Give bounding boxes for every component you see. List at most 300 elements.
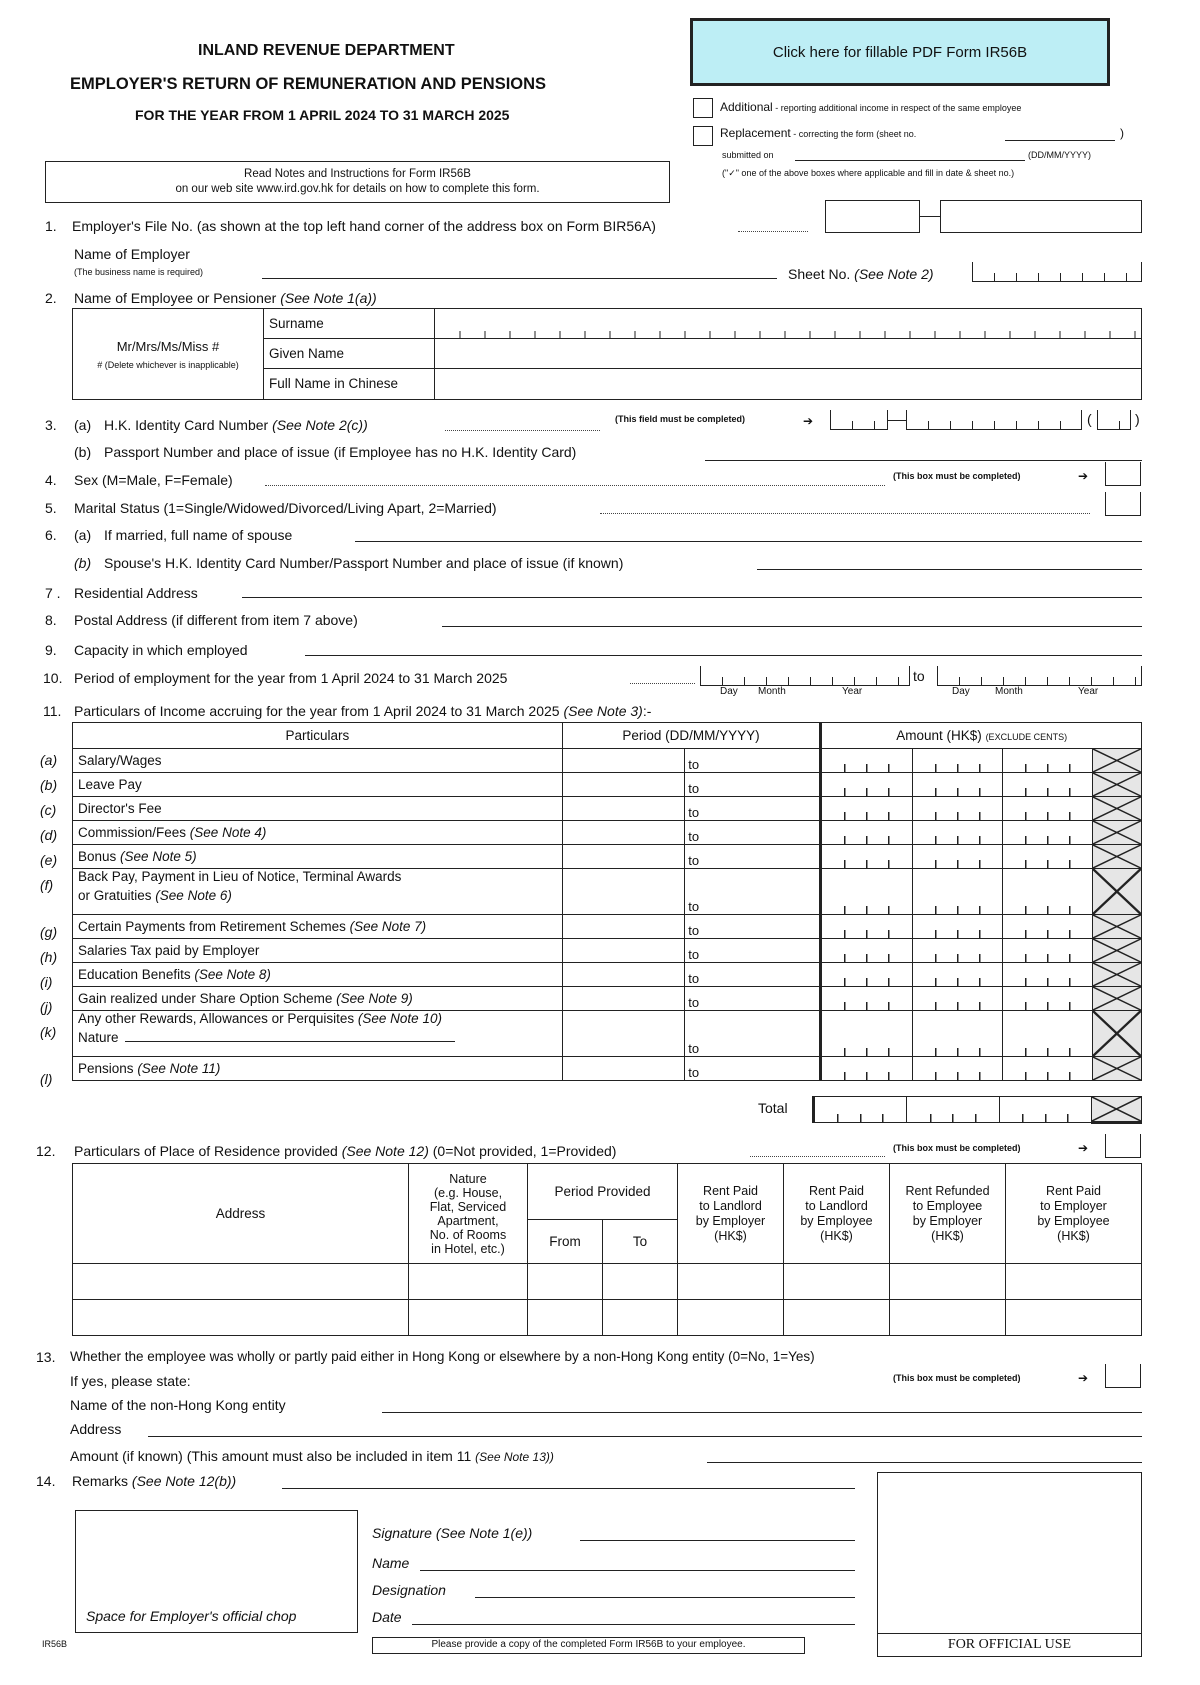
income-amount-cell[interactable] [1002,869,1092,915]
period-to-label: to [688,829,700,844]
item-6a-key: (a) [74,527,92,543]
income-period-from[interactable] [562,845,684,869]
remarks-label: Remarks (See Note 12(b)) [72,1473,237,1489]
income-label: Certain Payments from Retirement Schemes [78,919,346,934]
employer-file-no-part1[interactable] [825,200,920,233]
employment-end-date[interactable] [937,666,1142,686]
income-particular [73,915,563,939]
income-note: (See Note 9) [336,991,413,1006]
replacement-close: ) [1120,126,1124,140]
non-hk-amount-line[interactable] [707,1462,1142,1463]
cents-excluded-cross [1093,1057,1142,1081]
non-hk-address-line[interactable] [148,1436,1142,1437]
submitted-date-format: (DD/MM/YYYY) [1028,150,1091,160]
name-line[interactable] [420,1570,855,1571]
official-use-box [877,1472,1142,1657]
amount-header: Amount (HK$) (EXCLUDE CENTS) [821,723,1142,749]
income-row-key: (d) [40,827,58,843]
income-row-key: (b) [40,777,58,793]
residence-table [72,1163,1142,1336]
item-1-number: 1. [45,218,57,234]
additional-checkbox[interactable] [693,98,713,118]
spouse-id-label: Spouse's H.K. Identity Card Number/Passport Number and place of issue (if known) [104,555,624,571]
tick-instruction: ("✓" one of the above boxes where applicable and fill in date & sheet no.) [722,168,1015,178]
income-amount-cell[interactable] [1002,845,1092,869]
item-9-number: 9. [45,642,57,658]
item-8-number: 8. [45,612,57,628]
title-options[interactable]: Mr/Mrs/Ms/Miss # [116,338,220,354]
employer-file-no-leader [738,231,808,232]
sheet-no-input[interactable] [972,262,1142,282]
residence-row-1 [73,1264,1142,1300]
income-amount-cell[interactable] [912,845,1002,869]
item-11-number: 11. [43,703,62,719]
residence-label: Particulars of Place of Residence provided (See Note 12) (0=Not provided, 1=Provided) [74,1143,617,1159]
income-label: Back Pay, Payment in Lieu of Notice, Terminal Awards [78,869,402,884]
replacement-checkbox[interactable] [693,126,713,146]
income-row-key: (i) [40,974,53,990]
income-row-key: (f) [40,877,54,893]
item-6-number: 6. [45,527,57,543]
residence-row-2 [73,1300,1142,1336]
income-period-to[interactable] [685,1011,821,1057]
marital-status-label: Marital Status (1=Single/Widowed/Divorced/Living Apart, 2=Married) [74,500,497,516]
surname-input[interactable] [435,309,1142,339]
income-amount-cell[interactable] [1002,821,1092,845]
sex-label: Sex (M=Male, F=Female) [74,472,233,488]
item-3b-key: (b) [74,444,92,460]
income-period-from[interactable] [562,1011,684,1057]
income-period-to[interactable] [685,797,821,821]
income-period-to[interactable] [685,845,821,869]
given-name-label: Given Name [264,338,435,368]
capacity-label: Capacity in which employed [74,642,248,658]
income-amount-cell[interactable] [1002,939,1092,963]
income-table [72,722,1142,1081]
income-particular [73,1011,563,1057]
residence-nature-header: Nature (e.g. House, Flat, Serviced Apartment, No. of Rooms in Hotel, etc.) [409,1164,528,1264]
income-row-key: (e) [40,852,58,868]
income-particular [73,869,563,915]
income-row [73,963,1142,987]
non-hk-entity-name-label: Name of the non-Hong Kong entity [70,1397,286,1413]
total-amount-cell[interactable] [907,1097,999,1123]
income-period-to[interactable] [685,915,821,939]
marital-leader [600,513,1090,514]
income-label: Commission/Fees [78,825,187,840]
fillable-pdf-button[interactable] [690,18,1110,86]
marital-status-input[interactable] [1105,492,1141,516]
hkid-label: H.K. Identity Card Number (See Note 2(c)) [104,417,368,433]
particulars-header: Particulars [73,723,563,749]
income-period-to[interactable] [685,749,821,773]
income-particular [73,821,563,845]
period-to-label: to [688,1065,700,1080]
hkid-prefix-input[interactable] [830,410,888,430]
provide-copy-note [372,1637,805,1654]
designation-line[interactable] [475,1597,855,1598]
item-10-number: 10. [43,670,63,686]
income-amount-cell[interactable] [1002,963,1092,987]
official-chop-label: Space for Employer's official chop [86,1608,297,1624]
income-row [73,1011,1142,1057]
signature-label: Signature (See Note 1(e)) [372,1525,533,1541]
income-row-key: (l) [40,1071,53,1087]
residence-cell[interactable] [528,1264,603,1300]
residence-cell[interactable] [73,1264,409,1300]
income-row [73,1057,1142,1081]
total-amount-cell[interactable] [999,1097,1091,1123]
income-period-from[interactable] [562,797,684,821]
period-to-label: to [688,781,700,796]
form-year: FOR THE YEAR FROM 1 APRIL 2024 TO 31 MARCH 2025 [135,107,510,123]
official-use-label: FOR OFFICIAL USE [878,1633,1141,1656]
capacity-line[interactable] [305,655,1142,656]
non-hk-entity-question: Whether the employee was wholly or partly paid either in Hong Kong or elsewhere by a non-Hong Kong entity (0=No, 1=Yes) [70,1349,815,1364]
period-to-label: to [688,947,700,962]
income-row [73,939,1142,963]
sex-leader [265,485,885,486]
postal-address-label: Postal Address (if different from item 7 above) [74,612,358,628]
employer-name-note: (The business name is required) [74,267,204,277]
nature-line[interactable] [125,1041,455,1042]
passport-label: Passport Number and place of issue (if Employee has no H.K. Identity Card) [104,444,577,460]
income-amount-cell[interactable] [912,749,1002,773]
replacement-label: Replacement - correcting the form (sheet no. [720,126,917,140]
income-note: (See Note 8) [194,967,271,982]
income-amount-cell[interactable] [821,869,912,915]
employer-name-label: Name of Employer [74,246,190,262]
residence-cell[interactable] [603,1300,678,1336]
employer-file-no-part2[interactable] [940,200,1142,233]
residence-cell[interactable] [603,1264,678,1300]
additional-label: Additional - reporting additional income in respect of the same employee [720,100,1022,114]
income-amount-cell[interactable] [821,797,912,821]
income-label: Education Benefits [78,967,191,982]
income-label-continued: Nature [78,1030,119,1045]
income-period-from[interactable] [562,987,684,1011]
period-header: Period (DD/MM/YYYY) [562,723,821,749]
income-period-from[interactable] [562,821,684,845]
income-amount-cell[interactable] [912,869,1002,915]
income-label: Bonus [78,849,117,864]
remarks-line[interactable] [282,1488,855,1489]
income-label: Leave Pay [78,777,142,792]
residence-cell[interactable] [890,1300,1006,1336]
income-row-key: (j) [40,999,53,1015]
cents-excluded-cross [1093,869,1142,915]
income-particular [73,845,563,869]
residence-must-complete: (This box must be completed) [893,1143,1021,1153]
rent-refunded-header: Rent Refunded to Employee by Employer (HK$) [890,1164,1006,1264]
end-day-label: Day [952,686,970,697]
item-14-number: 14. [36,1473,56,1489]
submitted-on-label: submitted on [722,150,774,160]
income-period-to[interactable] [685,987,821,1011]
start-year-label: Year [842,686,863,697]
income-amount-cell[interactable] [912,963,1002,987]
date-line[interactable] [412,1624,855,1625]
income-row-key: (k) [40,1024,57,1040]
form-code: IR56B [42,1639,68,1649]
cents-excluded-cross [1093,845,1142,869]
cents-excluded-cross [1093,963,1142,987]
residence-cell[interactable] [1006,1264,1142,1300]
income-amount-cell[interactable] [912,939,1002,963]
income-row [73,915,1142,939]
employee-name-label: Name of Employee or Pensioner (See Note 1(a)) [74,290,377,306]
income-amount-cell[interactable] [912,773,1002,797]
income-amount-cell[interactable] [821,1057,912,1081]
residence-cell[interactable] [409,1300,528,1336]
income-amount-cell[interactable] [821,845,912,869]
residence-cell[interactable] [678,1264,784,1300]
title-delete-note: # (Delete whichever is inapplicable) [97,359,239,370]
income-label: Director's Fee [78,801,162,816]
hkid-leader [445,430,600,431]
income-amount-cell[interactable] [1002,915,1092,939]
residence-arrow-icon: ➔ [1078,1141,1089,1155]
residence-to-header: To [603,1220,678,1264]
period-to-label: to [688,853,700,868]
start-month-label: Month [758,686,786,697]
employment-period-leader [630,683,695,684]
income-row-key: (a) [40,752,58,768]
hkid-number-input[interactable] [906,410,1082,430]
income-amount-cell[interactable] [1002,773,1092,797]
item-3a-key: (a) [74,417,92,433]
employer-name-line[interactable] [262,278,777,279]
income-note: (See Note 11) [137,1061,221,1076]
income-amount-cell[interactable] [821,939,912,963]
income-amount-cell[interactable] [821,773,912,797]
residential-address-line[interactable] [242,597,1142,598]
start-day-label: Day [720,686,738,697]
item-3-number: 3. [45,417,57,433]
employee-name-table [72,308,1142,400]
income-label: Gain realized under Share Option Scheme [78,991,333,1006]
sheet-no-label: Sheet No. (See Note 2) [788,266,934,282]
rent-landlord-employer-header: Rent Paid to Landlord by Employer (HK$) [678,1164,784,1264]
income-period-to[interactable] [685,869,821,915]
period-to-label: to [688,923,700,938]
cents-excluded-cross [1093,1011,1142,1057]
cents-excluded-cross [1093,821,1142,845]
item-4-number: 4. [45,472,57,488]
rent-employer-header: Rent Paid to Employer by Employee (HK$) [1006,1164,1142,1264]
income-row [73,821,1142,845]
end-year-label: Year [1078,686,1099,697]
hkid-check-close: ) [1135,411,1140,427]
residence-from-header: From [528,1220,603,1264]
cents-excluded-cross [1093,797,1142,821]
income-row-key: (g) [40,924,58,940]
income-row-key: (h) [40,949,58,965]
date-label: Date [372,1609,402,1625]
income-period-from[interactable] [562,939,684,963]
hkid-check-digit-input[interactable] [1097,410,1131,430]
income-label: Any other Rewards, Allowances or Perquisites [78,1011,355,1026]
income-label: Salaries Tax paid by Employer [78,943,260,958]
residence-cell[interactable] [678,1300,784,1336]
cents-excluded-cross [1093,773,1142,797]
signature-line[interactable] [580,1540,855,1541]
non-hk-input[interactable] [1105,1364,1141,1388]
income-amount-cell[interactable] [1002,797,1092,821]
income-period-to[interactable] [685,939,821,963]
sex-must-complete: (This box must be completed) [893,471,1021,481]
period-to-label: to [688,971,700,986]
income-note: (See Note 10) [357,1011,442,1026]
income-period-from[interactable] [562,773,684,797]
form-title: EMPLOYER'S RETURN OF REMUNERATION AND PENSIONS [70,75,547,93]
spouse-id-line[interactable] [757,569,1142,570]
income-period-from[interactable] [562,1057,684,1081]
income-particular [73,797,563,821]
cents-excluded-cross [1092,1097,1142,1123]
income-amount-cell[interactable] [821,987,912,1011]
provide-copy-text: Please provide a copy of the completed Form IR56B to your employee. [431,1639,746,1650]
submitted-on-line[interactable] [795,160,1025,161]
cents-excluded-cross [1093,749,1142,773]
residence-cell[interactable] [784,1264,890,1300]
income-label: Particulars of Income accruing for the year from 1 April 2024 to 31 March 2025 (See Note 3):- [74,703,652,719]
income-period-from[interactable] [562,963,684,987]
income-amount-cell[interactable] [821,963,912,987]
residence-cell[interactable] [73,1300,409,1336]
sex-input[interactable] [1105,462,1141,486]
hkid-check-open: ( [1087,411,1092,427]
notes-line-1: Read Notes and Instructions for Form IR56B [244,168,471,180]
income-period-to[interactable] [685,773,821,797]
passport-line[interactable] [705,460,1142,461]
income-amount-cell[interactable] [912,1057,1002,1081]
income-total-label: Total [758,1100,788,1116]
income-period-to[interactable] [685,1057,821,1081]
item-7-number: 7 . [45,585,61,601]
notes-instructions-box [45,161,670,203]
employment-start-date[interactable] [700,666,910,686]
period-to-label: to [688,757,700,772]
income-amount-cell[interactable] [821,821,912,845]
income-period-from[interactable] [562,749,684,773]
period-to-label: to [688,899,700,914]
income-particular [73,963,563,987]
spouse-name-line[interactable] [355,541,1142,542]
chinese-name-input[interactable] [435,368,1142,399]
residence-cell[interactable] [528,1300,603,1336]
income-period-from[interactable] [562,915,684,939]
residence-cell[interactable] [409,1264,528,1300]
non-hk-amount-label: Amount (if known) (This amount must also be included in item 11 (See Note 13)) [70,1448,554,1464]
residence-leader [750,1156,885,1157]
hkid-arrow-icon: ➔ [803,414,814,428]
name-label: Name [372,1555,410,1571]
postal-address-line[interactable] [442,626,1142,627]
income-note: (See Note 6) [155,888,232,903]
employment-to-label: to [913,668,925,684]
spouse-name-label: If married, full name of spouse [104,527,293,543]
residence-cell[interactable] [1006,1300,1142,1336]
non-hk-entity-name-line[interactable] [382,1412,1142,1413]
item-6b-key: (b) [74,555,92,571]
income-amount-cell[interactable] [1002,987,1092,1011]
employer-file-no-dash [920,216,940,217]
income-period-from[interactable] [562,869,684,915]
employment-period-label: Period of employment for the year from 1 April 2024 to 31 March 2025 [74,670,508,686]
income-amount-cell[interactable] [821,1011,912,1057]
total-amount-cell[interactable] [814,1097,907,1123]
replacement-sheet-line[interactable] [1005,140,1115,141]
income-row [73,749,1142,773]
income-amount-cell[interactable] [912,915,1002,939]
residence-address-header: Address [73,1164,409,1264]
period-to-label: to [688,995,700,1010]
income-particular [73,773,563,797]
non-hk-arrow-icon: ➔ [1078,1371,1089,1385]
department-title: INLAND REVENUE DEPARTMENT [198,42,455,59]
income-row-key: (c) [40,802,57,818]
given-name-input[interactable] [435,338,1142,368]
item-5-number: 5. [45,500,57,516]
income-amount-cell[interactable] [912,1011,1002,1057]
income-row [73,869,1142,915]
income-amount-cell[interactable] [1002,749,1092,773]
income-total-row [812,1096,1142,1124]
chinese-name-label: Full Name in Chinese [264,368,435,399]
income-amount-cell[interactable] [912,797,1002,821]
hkid-dash [888,420,906,421]
residence-cell[interactable] [784,1300,890,1336]
income-label-continued: or Gratuities [78,888,152,903]
income-amount-cell[interactable] [912,821,1002,845]
surname-label: Surname [264,309,435,339]
period-to-label: to [688,1041,700,1056]
hkid-must-complete: (This field must be completed) [615,414,746,424]
income-row [73,797,1142,821]
end-month-label: Month [995,686,1023,697]
income-note: (See Note 7) [349,919,427,934]
income-amount-cell[interactable] [1002,1057,1092,1081]
income-note: (See Note 5) [120,849,197,864]
residence-provided-input[interactable] [1105,1134,1141,1158]
period-to-label: to [688,805,700,820]
income-row [73,987,1142,1011]
income-header-row [73,723,1142,749]
income-label: Pensions [78,1061,134,1076]
income-period-to[interactable] [685,821,821,845]
non-hk-address-label: Address [70,1421,122,1437]
income-period-to[interactable] [685,963,821,987]
item-13-number: 13. [36,1349,56,1365]
income-amount-cell[interactable] [821,749,912,773]
cents-excluded-cross [1093,939,1142,963]
non-hk-must-complete: (This box must be completed) [893,1373,1021,1383]
residential-address-label: Residential Address [74,585,198,601]
income-amount-cell[interactable] [1002,1011,1092,1057]
residence-period-header: Period Provided [528,1164,678,1220]
if-yes-label: If yes, please state: [70,1373,191,1389]
residence-cell[interactable] [890,1264,1006,1300]
income-note: (See Note 4) [189,825,267,840]
cents-excluded-cross [1093,915,1142,939]
income-label: Salary/Wages [78,753,162,768]
income-amount-cell[interactable] [821,915,912,939]
official-chop-box [75,1510,358,1633]
sex-arrow-icon: ➔ [1078,469,1089,483]
cents-excluded-cross [1093,987,1142,1011]
income-amount-cell[interactable] [912,987,1002,1011]
